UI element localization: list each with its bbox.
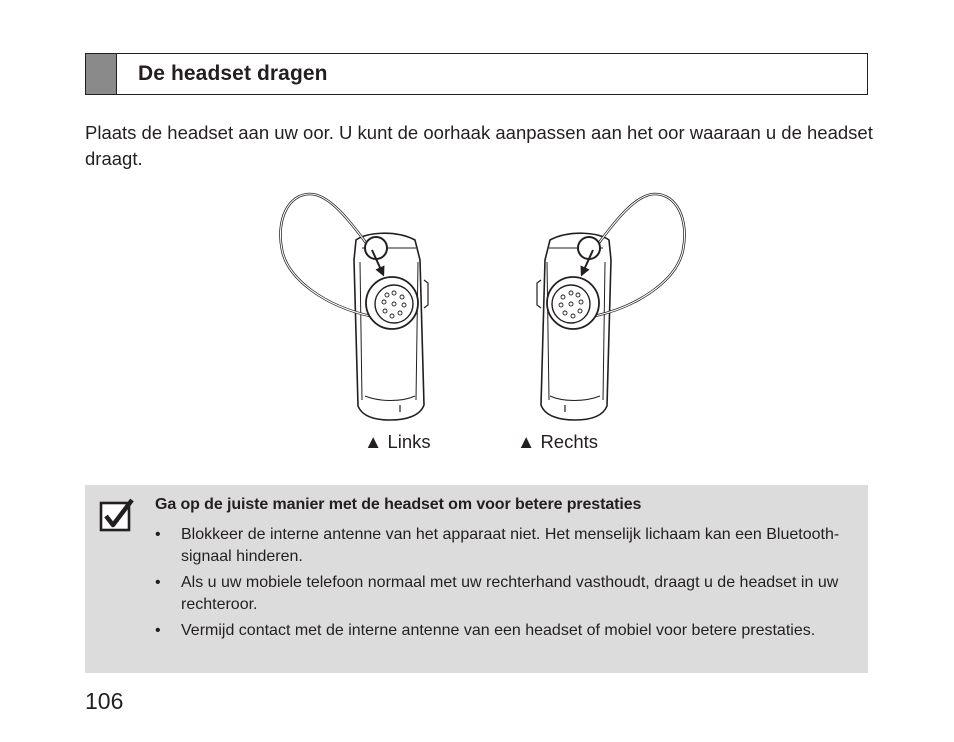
headset-illustration [270,180,690,430]
section-header-tab [86,54,117,94]
page-number: 106 [85,688,124,714]
caption-left: ▲ Links [364,431,431,452]
bullet-icon: • [155,526,161,543]
bullet-icon: • [155,622,161,639]
list-item [155,572,860,616]
section-header [85,53,868,95]
list-item [155,620,860,642]
tip-text: Als u uw mobiele telefoon normaal met uw rechterhand vasthoudt, draagt u de headset in uw rechteroor. [181,574,839,613]
bullet-icon: • [155,574,161,591]
tip-text: Blokkeer de interne antenne van het apparaat niet. Het menselijk lichaam kan een Bluetooth-signaal hinderen. [181,526,840,565]
caption-right: ▲ Rechts [517,431,599,452]
intro-paragraph: Plaats de headset aan uw oor. U kunt de oorhaak aanpassen aan het oor waaraan u de headset draagt. [85,122,873,169]
left-headset [280,194,428,420]
list-item [155,524,860,568]
section-title: De headset dragen [138,62,328,85]
right-headset [537,194,685,420]
tip-text: Vermijd contact met de interne antenne van een headset of mobiel voor betere prestaties. [181,622,816,639]
note-box [85,485,868,673]
note-title: Ga op de juiste manier met de headset om voor betere prestaties [155,496,642,513]
checkbox-icon [99,497,135,533]
tips-list [155,524,860,646]
